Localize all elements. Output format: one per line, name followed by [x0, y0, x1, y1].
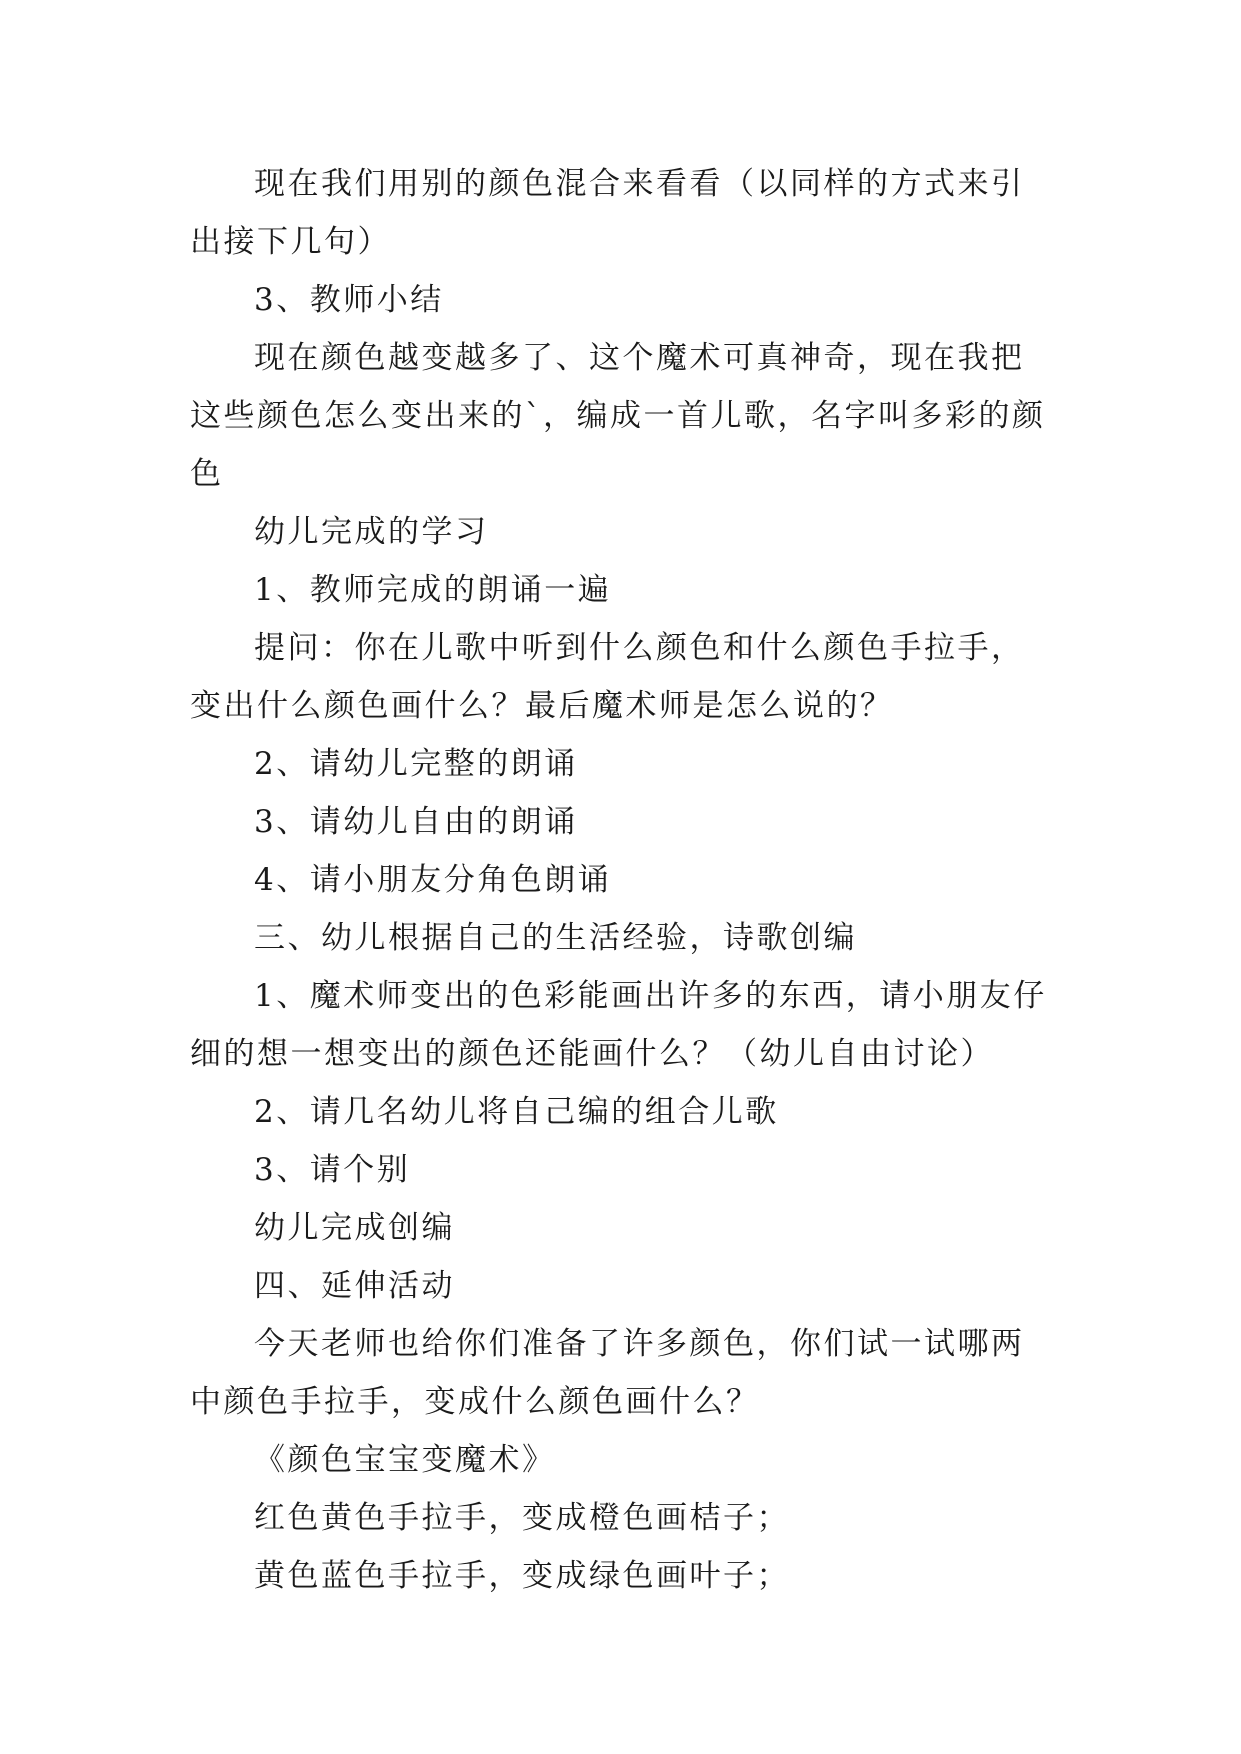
section-heading: 三、幼儿根据自己的生活经验，诗歌创编 [254, 920, 857, 956]
poem-line: 黄色蓝色手拉手，变成绿色画叶子； [254, 1558, 790, 1594]
document-body [190, 155, 1055, 1605]
paragraph: 3、教师小结 [254, 282, 444, 318]
paragraph: 1、教师完成的朗诵一遍 [254, 572, 612, 608]
poem-line: 红色黄色手拉手，变成橙色画桔子； [254, 1500, 790, 1536]
paragraph: 3、请幼儿自由的朗诵 [254, 804, 578, 840]
paragraph: 1、魔术师变出的色彩能画出许多的东西，请小朋友仔细的想一想变出的颜色还能画什么？（幼儿自由讨论） [190, 978, 1047, 1072]
paragraph: 现在我们用别的颜色混合来看看（以同样的方式来引出接下几句） [190, 166, 1025, 260]
paragraph: 提问：你在儿歌中听到什么颜色和什么颜色手拉手，变出什么颜色画什么？最后魔术师是怎么说的？ [190, 630, 1025, 724]
paragraph: 今天老师也给你们准备了许多颜色，你们试一试哪两中颜色手拉手，变成什么颜色画什么？ [190, 1326, 1025, 1420]
paragraph: 现在颜色越变越多了、这个魔术可真神奇，现在我把这些颜色怎么变出来的`，编成一首儿歌，名字叫多彩的颜色 [190, 340, 1046, 492]
paragraph: 4、请小朋友分角色朗诵 [254, 862, 612, 898]
paragraph: 2、请几名幼儿将自己编的组合儿歌 [254, 1094, 779, 1130]
paragraph: 幼儿完成创编 [254, 1210, 455, 1246]
paragraph: 2、请幼儿完整的朗诵 [254, 746, 578, 782]
paragraph: 幼儿完成的学习 [254, 514, 489, 550]
poem-title: 《颜色宝宝变魔术》 [254, 1442, 556, 1478]
section-heading: 四、延伸活动 [254, 1268, 455, 1304]
paragraph: 3、请个别 [254, 1152, 411, 1188]
